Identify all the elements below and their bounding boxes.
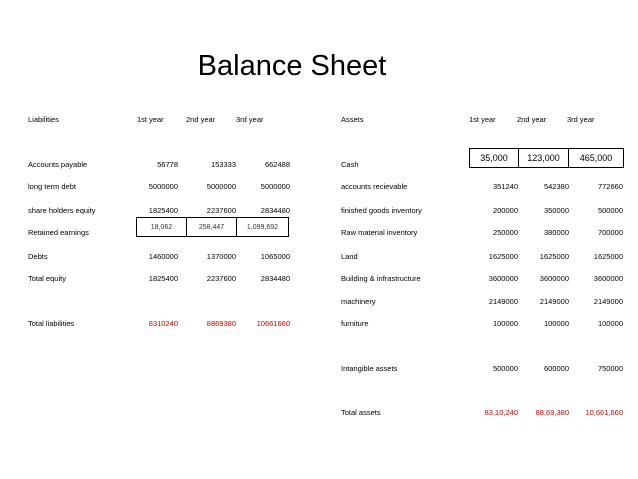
accounts-recievable-year-1: 351240 <box>492 182 518 191</box>
machinery-year-3: 2149000 <box>593 297 623 306</box>
row-label-land: Land <box>341 252 358 261</box>
row-label-accounts-recievable: accounts recievable <box>341 182 408 191</box>
liabilities-year-3-header: 3rd year <box>236 115 264 124</box>
page-title: Balance Sheet <box>197 50 387 82</box>
accounts-payable-year-2: 153333 <box>210 160 236 169</box>
total-assets-year-2: 88,69,380 <box>535 408 569 417</box>
row-label-total-liabilities: Total liabilities <box>28 319 75 328</box>
long-term-debt-year-2: 5000000 <box>206 182 236 191</box>
row-label-machinery: machinery <box>341 297 376 306</box>
cash-year-3: 465,000 <box>569 148 624 168</box>
finished-goods-inventory-year-2: 350000 <box>543 206 569 215</box>
share-holders-equity-year-2: 2237600 <box>206 206 236 215</box>
land-year-2: 1625000 <box>539 252 569 261</box>
total-liabilities-year-1: 8310240 <box>148 319 178 328</box>
furniture-year-1: 100000 <box>492 319 518 328</box>
row-label-cash: Cash <box>341 160 359 169</box>
cash-boxes <box>469 148 624 168</box>
long-term-debt-year-3: 5000000 <box>260 182 290 191</box>
accounts-payable-year-3: 662488 <box>264 160 290 169</box>
liabilities-year-1-header: 1st year <box>137 115 164 124</box>
building-infrastructure-year-1: 3600000 <box>488 274 518 283</box>
total-equity-year-1: 1825400 <box>148 274 178 283</box>
building-infrastructure-year-2: 3600000 <box>539 274 569 283</box>
row-label-furniture: furniture <box>341 319 369 328</box>
accounts-payable-year-1: 56778 <box>157 160 178 169</box>
retained-earnings-year-2: 258,447 <box>187 217 237 237</box>
land-year-3: 1625000 <box>593 252 623 261</box>
total-equity-year-3: 2834480 <box>260 274 290 283</box>
long-term-debt-year-1: 5000000 <box>148 182 178 191</box>
retained-earnings-boxes <box>136 217 289 237</box>
retained-earnings-year-3: 1,099,692 <box>237 217 289 237</box>
share-holders-equity-year-1: 1825400 <box>148 206 178 215</box>
total-liabilities-year-2: 8869380 <box>206 319 236 328</box>
intangible-assets-year-2: 600000 <box>543 364 569 373</box>
accounts-recievable-year-2: 542380 <box>543 182 569 191</box>
row-label-debts: Debts <box>28 252 48 261</box>
retained-earnings-year-1: 18,062 <box>136 217 187 237</box>
debts-year-3: 1065000 <box>260 252 290 261</box>
row-label-total-assets: Total assets <box>341 408 381 417</box>
finished-goods-inventory-year-3: 500000 <box>597 206 623 215</box>
row-label-accounts-payable: Accounts payable <box>28 160 88 169</box>
liabilities-year-2-header: 2nd year <box>186 115 216 124</box>
total-assets-year-1: 83,10,240 <box>484 408 518 417</box>
assets-year-3-header: 3rd year <box>567 115 595 124</box>
cash-year-2: 123,000 <box>519 148 569 168</box>
machinery-year-1: 2149000 <box>488 297 518 306</box>
row-label-raw-material-inventory: Raw material inventory <box>341 228 418 237</box>
intangible-assets-year-3: 750000 <box>597 364 623 373</box>
furniture-year-2: 100000 <box>543 319 569 328</box>
debts-year-1: 1460000 <box>148 252 178 261</box>
furniture-year-3: 100000 <box>597 319 623 328</box>
finished-goods-inventory-year-1: 200000 <box>492 206 518 215</box>
assets-year-2-header: 2nd year <box>517 115 547 124</box>
machinery-year-2: 2149000 <box>539 297 569 306</box>
raw-material-inventory-year-1: 250000 <box>492 228 518 237</box>
row-label-building-infrastructure: Building & infrastructure <box>341 274 421 283</box>
total-assets-year-3: 10,661,660 <box>585 408 623 417</box>
row-label-finished-goods-inventory: finished goods inventory <box>341 206 422 215</box>
row-label-total-equity: Total equity <box>28 274 66 283</box>
row-label-long-term-debt: long term debt <box>28 182 76 191</box>
row-label-share-holders-equity: share holders equity <box>28 206 96 215</box>
building-infrastructure-year-3: 3600000 <box>593 274 623 283</box>
row-label-intangible-assets: Intangible assets <box>341 364 398 373</box>
total-liabilities-year-3: 10661660 <box>256 319 290 328</box>
total-equity-year-2: 2237600 <box>206 274 236 283</box>
raw-material-inventory-year-3: 700000 <box>597 228 623 237</box>
accounts-recievable-year-3: 772660 <box>597 182 623 191</box>
share-holders-equity-year-3: 2834480 <box>260 206 290 215</box>
assets-year-1-header: 1st year <box>469 115 496 124</box>
cash-year-1: 35,000 <box>469 148 519 168</box>
row-label-retained-earnings: Retained earnings <box>28 228 89 237</box>
liabilities-header: Liabilities <box>28 115 59 124</box>
raw-material-inventory-year-2: 380000 <box>543 228 569 237</box>
land-year-1: 1625000 <box>488 252 518 261</box>
intangible-assets-year-1: 500000 <box>492 364 518 373</box>
assets-header: Assets <box>341 115 364 124</box>
debts-year-2: 1370000 <box>206 252 236 261</box>
